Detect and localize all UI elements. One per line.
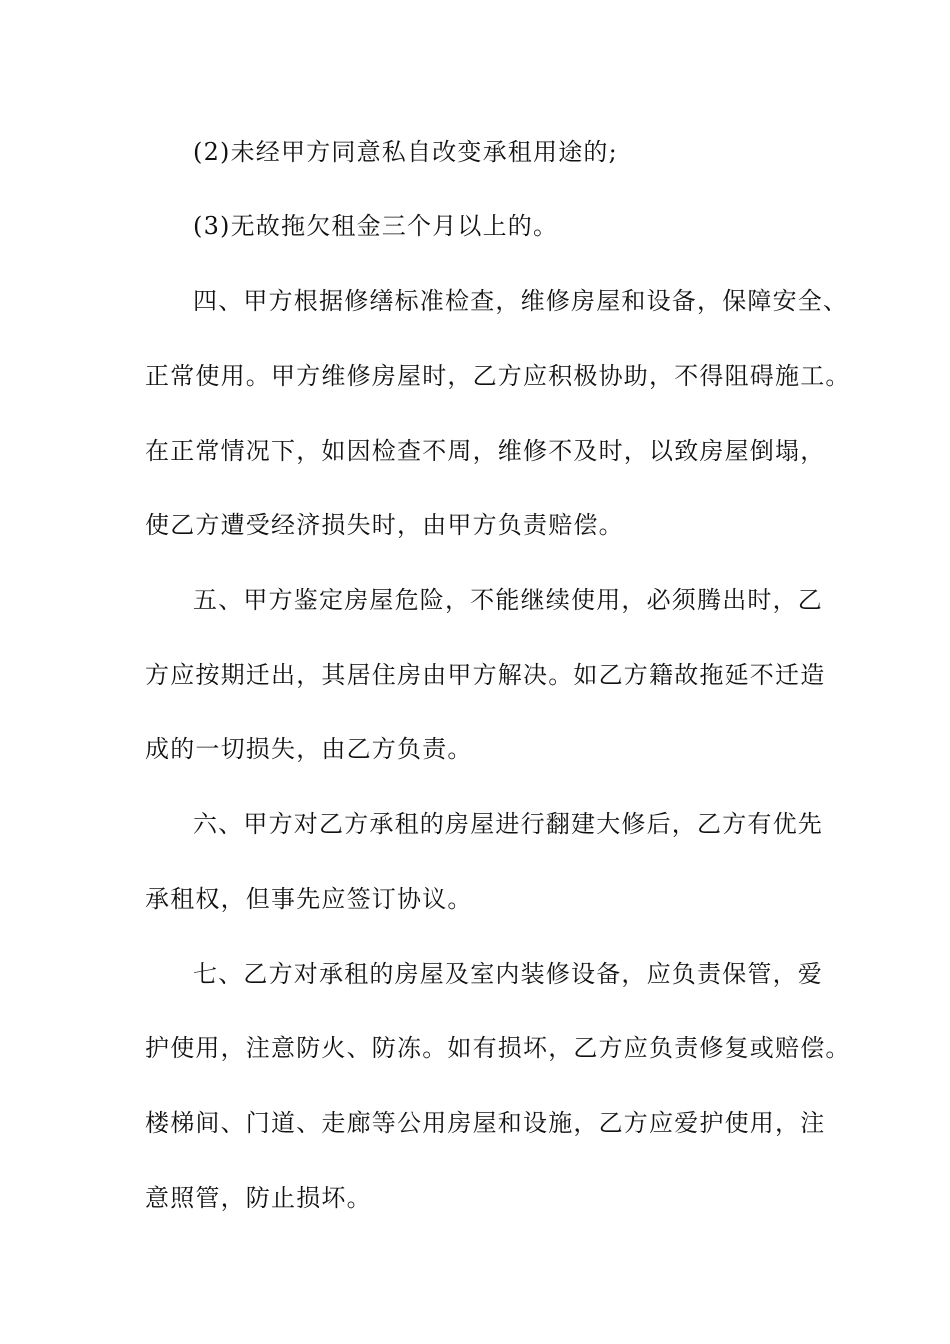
clause-3-item-2: (2)未经甲方同意私自改变承租用途的; [193, 138, 618, 166]
clause-4-line-2: 正常使用。甲方维修房屋时，乙方应积极协助，不得阻碍施工。 [145, 362, 851, 390]
clause-5-line-1: 五、甲方鉴定房屋危险，不能继续使用，必须腾出时，乙 [193, 586, 823, 614]
clause-6-line-1: 六、甲方对乙方承租的房屋进行翻建大修后，乙方有优先 [193, 810, 823, 838]
clause-3-item-3: (3)无故拖欠租金三个月以上的。 [193, 212, 559, 240]
clause-7-line-1: 七、乙方对承租的房屋及室内装修设备，应负责保管，爱 [193, 960, 823, 988]
clause-4-line-4: 使乙方遭受经济损失时，由甲方负责赔偿。 [145, 511, 624, 539]
clause-6-line-2: 承租权，但事先应签订协议。 [145, 885, 473, 913]
clause-4-line-1: 四、甲方根据修缮标准检查，维修房屋和设备，保障安全、 [193, 287, 849, 315]
clause-5-line-3: 成的一切损失，由乙方负责。 [145, 735, 473, 763]
clause-7-line-3: 楼梯间、门道、走廊等公用房屋和设施，乙方应爱护使用，注 [145, 1109, 826, 1137]
clause-7-line-2: 护使用，注意防火、防冻。如有损坏，乙方应负责修复或赔偿。 [145, 1034, 851, 1062]
clause-7-line-4: 意照管，防止损坏。 [145, 1184, 372, 1212]
clause-4-line-3: 在正常情况下，如因检查不周，维修不及时，以致房屋倒塌， [145, 437, 826, 465]
clause-5-line-2: 方应按期迁出，其居住房由甲方解决。如乙方籍故拖延不迁造 [145, 661, 826, 689]
